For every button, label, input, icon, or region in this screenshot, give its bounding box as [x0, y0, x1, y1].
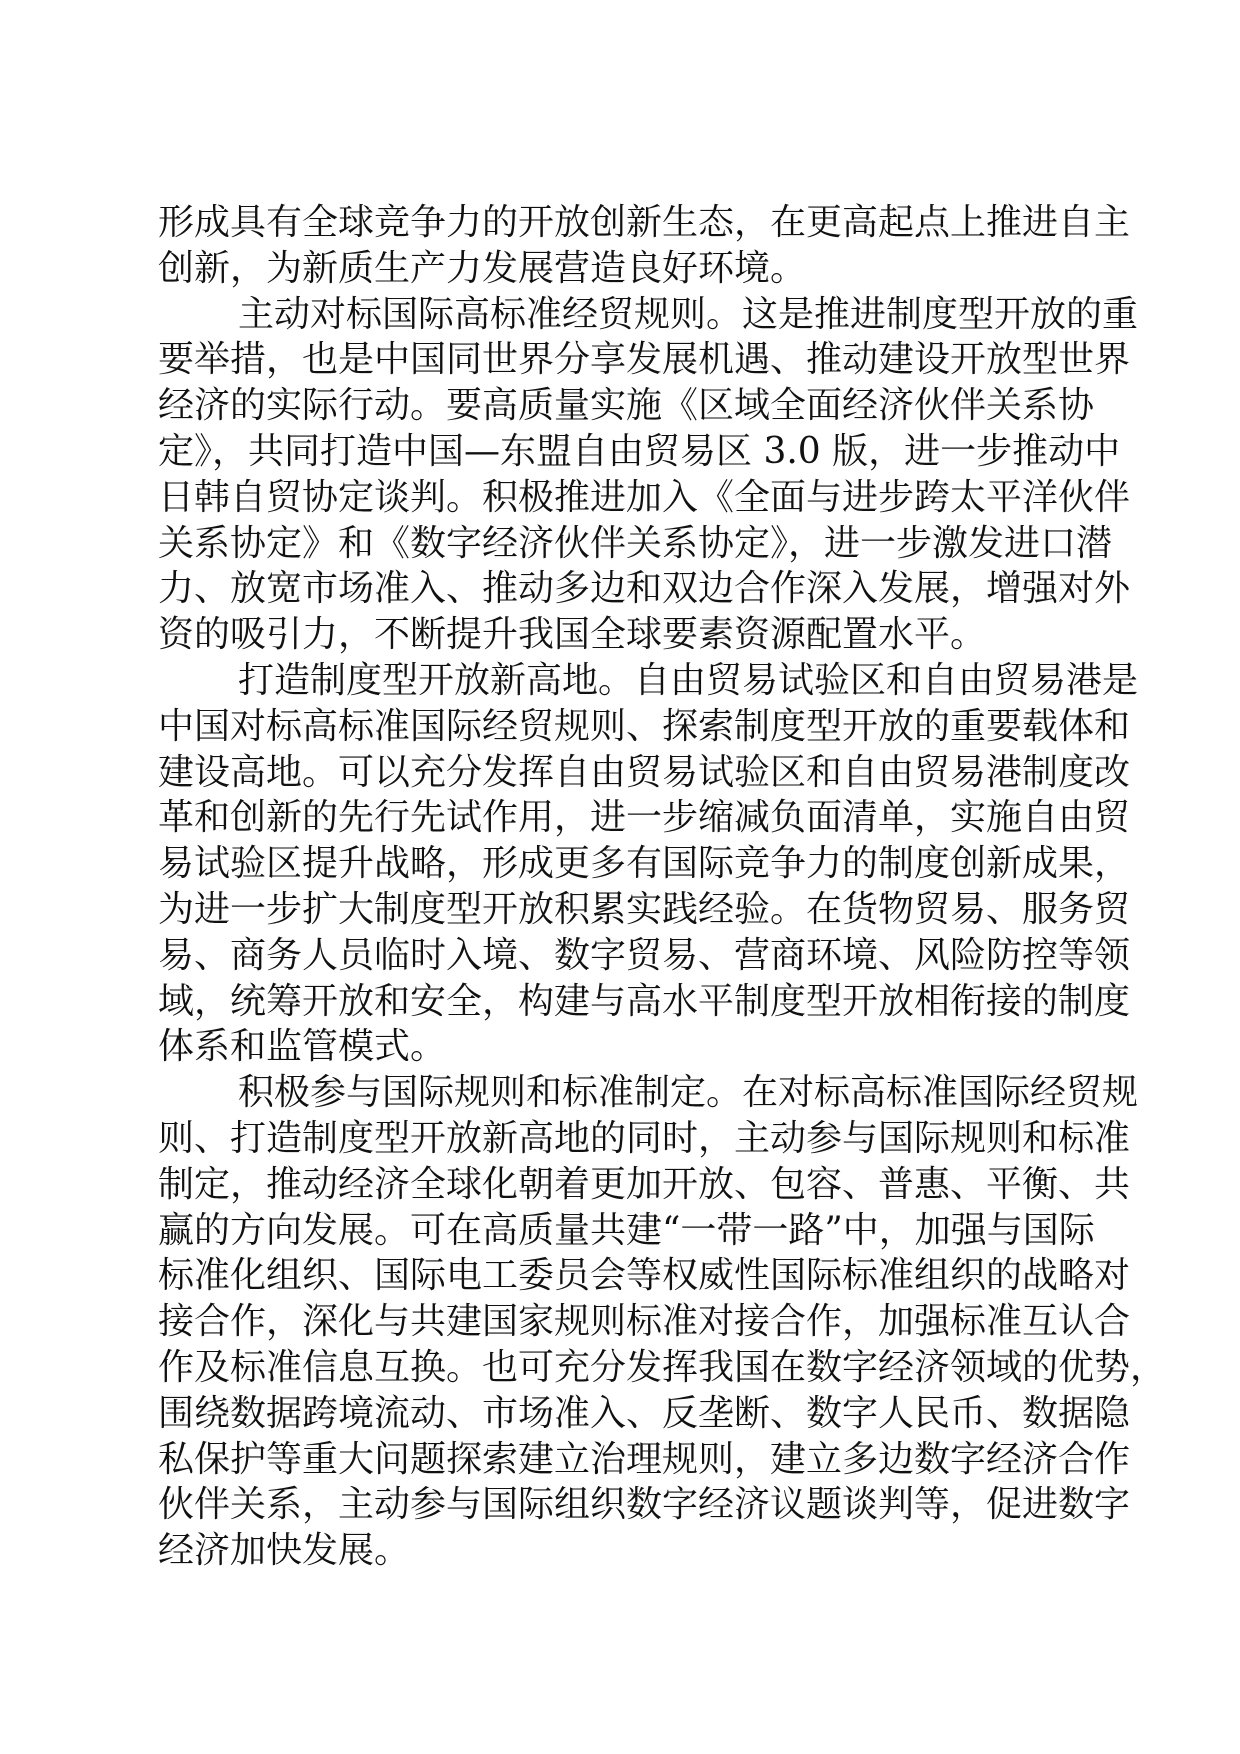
text-line: 创新，为新质生产力发展营造良好环境。	[158, 247, 807, 289]
text-line: 经济加快发展。	[158, 1530, 411, 1572]
text-line: 赢的方向发展。可在高质量共建“一带一路”中，加强与国际	[158, 1209, 1095, 1251]
text-line: 关系协定》和《数字经济伙伴关系协定》，进一步激发进口潜	[158, 522, 1113, 564]
text-line: 革和创新的先行先试作用，进一步缩减负面清单，实施自由贸	[158, 797, 1131, 839]
text-line: 制定，推动经济全球化朝着更加开放、包容、普惠、平衡、共	[158, 1163, 1131, 1205]
text-line: 资的吸引力，不断提升我国全球要素资源配置水平。	[158, 614, 987, 656]
text-line: 日韩自贸协定谈判。积极推进加入《全面与进步跨太平洋伙伴	[158, 476, 1131, 518]
document-page	[158, 200, 1167, 1574]
text-line: 域，统筹开放和安全，构建与高水平制度型开放相衔接的制度	[158, 980, 1131, 1022]
text-line: 形成具有全球竞争力的开放创新生态，在更高起点上推进自主	[158, 202, 1131, 243]
text-line: 要举措，也是中国同世界分享发展机遇、推动建设开放型世界	[158, 339, 1131, 381]
paragraph-continued	[158, 200, 1131, 292]
paragraph-heading-line: 打造制度型开放新高地。自由贸易试验区和自由贸易港是	[238, 659, 1139, 701]
paragraph-standards	[158, 1070, 1167, 1574]
paragraph-heading-line: 主动对标国际高标准经贸规则。这是推进制度型开放的重	[238, 293, 1139, 335]
text-line: 接合作，深化与共建国家规则标准对接合作，加强标准互认合	[158, 1301, 1131, 1343]
text-line: 为进一步扩大制度型开放积累实践经验。在货物贸易、服务贸	[158, 888, 1131, 930]
text-line: 标准化组织、国际电工委员会等权威性国际标准组织的战略对	[158, 1255, 1131, 1297]
text-line: 易、商务人员临时入境、数字贸易、营商环境、风险防控等领	[158, 934, 1131, 976]
text-line: 易试验区提升战略，形成更多有国际竞争力的制度创新成果，	[158, 843, 1131, 885]
text-line: 私保护等重大问题探索建立治理规则，建立多边数字经济合作	[158, 1438, 1131, 1480]
text-line: 作及标准信息互换。也可充分发挥我国在数字经济领域的优势，	[158, 1346, 1167, 1388]
paragraph-international-rules	[158, 292, 1139, 658]
text-line: 中国对标高标准国际经贸规则、探索制度型开放的重要载体和	[158, 705, 1131, 747]
text-line: 则、打造制度型开放新高地的同时，主动参与国际规则和标准	[158, 1117, 1131, 1159]
paragraph-heading-line: 积极参与国际规则和标准制定。在对标高标准国际经贸规	[238, 1072, 1139, 1114]
text-line: 围绕数据跨境流动、市场准入、反垄断、数字人民币、数据隐	[158, 1392, 1131, 1434]
text-line: 伙伴关系，主动参与国际组织数字经济议题谈判等，促进数字	[158, 1484, 1131, 1526]
paragraph-institutional-opening	[158, 658, 1139, 1070]
text-line: 建设高地。可以充分发挥自由贸易试验区和自由贸易港制度改	[158, 751, 1131, 793]
text-line: 力、放宽市场准入、推动多边和双边合作深入发展，增强对外	[158, 568, 1131, 610]
text-line: 体系和监管模式。	[158, 1026, 447, 1068]
text-line: 经济的实际行动。要高质量实施《区域全面经济伙伴关系协	[158, 385, 1095, 427]
text-line: 定》，共同打造中国—东盟自由贸易区 3.0 版，进一步推动中	[158, 430, 1121, 472]
